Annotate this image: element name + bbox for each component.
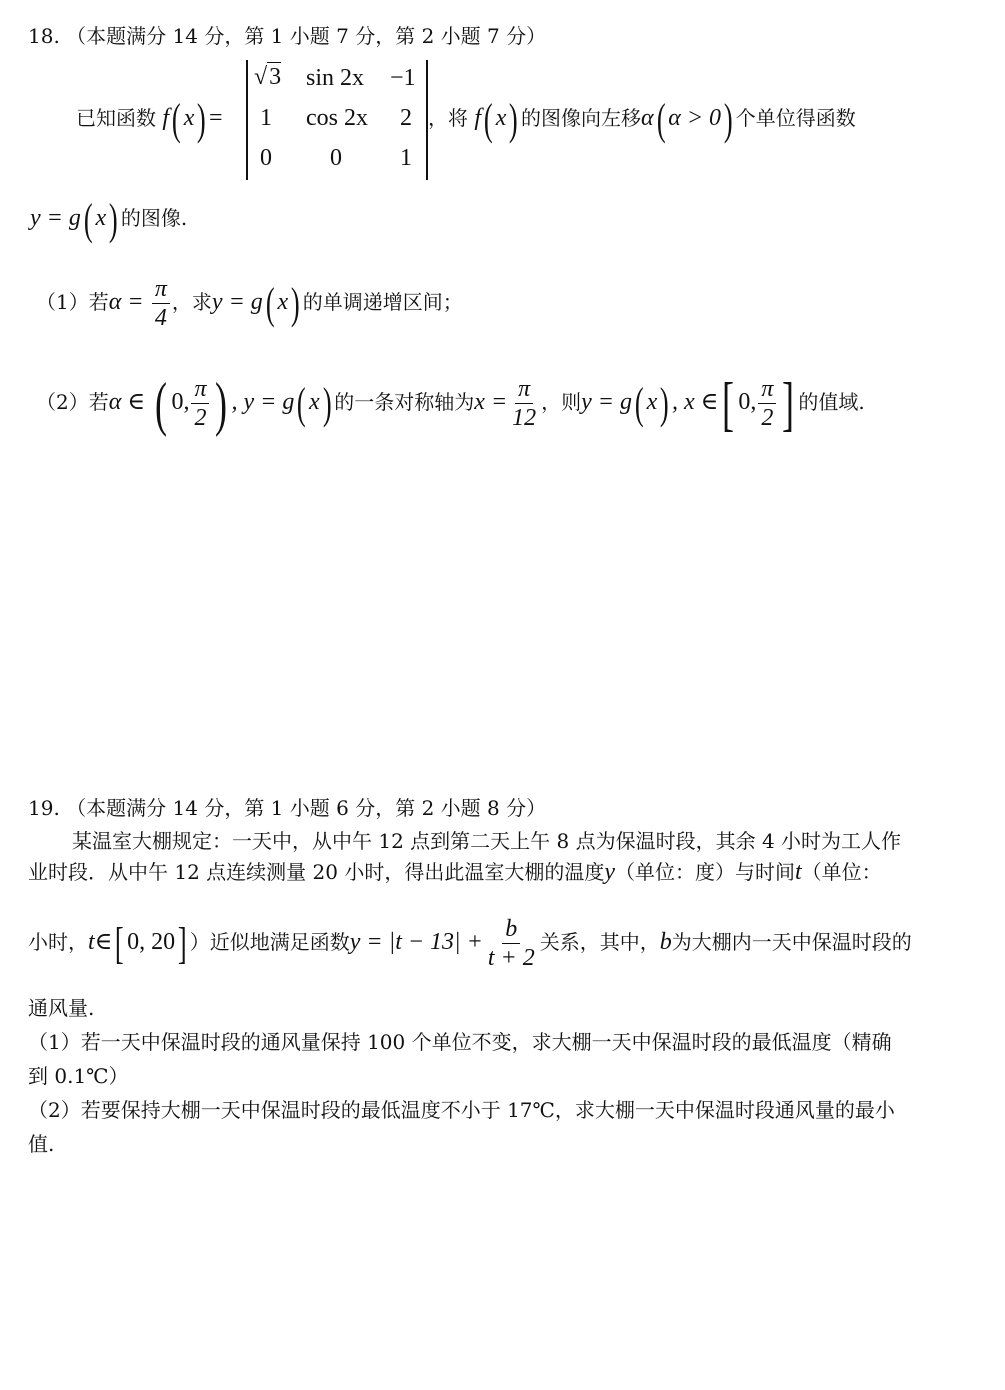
q19-p2a: （2）若要保持大棚一天中保温时段的最低温度不小于 17℃，求大棚一天中保温时段通风量的最小 — [28, 1098, 895, 1122]
q19-t: t — [794, 859, 802, 885]
q19-b: b — [659, 929, 672, 955]
q18-x5: x — [308, 389, 320, 415]
q18-x6: x — [646, 389, 658, 415]
q18-determinant — [246, 60, 428, 180]
det-r1c3: −1 — [390, 65, 416, 91]
q18-p2-xeq: x = — [474, 389, 508, 415]
paren-right: ) — [197, 94, 207, 144]
q18-p2-xin: , x ∈ — [671, 389, 719, 415]
q18-p2-frac: $\frac{\pi}{2}$ — [191, 375, 209, 432]
q18-part2 — [36, 370, 865, 437]
q18-eq: = — [209, 105, 223, 131]
q19-t2: t — [88, 929, 95, 955]
q19-func: y = |t − 13| + — [349, 929, 483, 955]
q19-line3: 小时，t∈[ 0, 20] ）近似地满足函数y = |t − 13| + $\frac{b}{t + 2}$ 关系，其中，b为大棚内一天中保温时段的 — [28, 912, 912, 974]
bracket-left: [ — [115, 918, 125, 968]
q18-p1-frac: $\frac{\pi}{4}$ — [152, 275, 170, 332]
det-r3c1: 0 — [260, 145, 272, 171]
q18-line2-text: 的图像. — [120, 206, 188, 230]
paren-right: ) — [509, 94, 519, 144]
q18-p2-frac3: $\frac{\pi}{2}$ — [758, 375, 776, 432]
q18-x2: x — [495, 105, 507, 131]
paren-left: ( — [634, 378, 644, 428]
paren-left: ( — [155, 370, 168, 437]
det-r3c2: 0 — [330, 145, 342, 171]
paren-left: ( — [171, 94, 181, 144]
q18-intro-line — [76, 94, 223, 144]
q18-part1 — [36, 272, 463, 334]
q18-p2-zero: 0, — [171, 389, 190, 415]
q18-p1-tail: 的单调递增区间； — [302, 290, 463, 314]
paren-right: ) — [723, 94, 733, 144]
paren-right: ) — [660, 378, 670, 428]
q18-line2 — [30, 194, 188, 244]
paren-left: ( — [483, 94, 493, 144]
bracket-left: [ — [722, 370, 735, 437]
q19-line2: 业时段．从中午 12 点连续测量 20 小时，得出此温室大棚的温度y（单位：度）与时间t（单位： — [28, 859, 882, 885]
q18-alpha-cond: α > 0 — [668, 105, 722, 131]
paren-right: ) — [215, 370, 228, 437]
q18-x3: x — [95, 205, 107, 231]
q19-line1: 某温室大棚规定：一天中，从中午 12 点到第二天上午 8 点为保温时段，其余 4 小时为工人作 — [72, 829, 902, 853]
paren-right: ) — [291, 278, 300, 328]
q18-p1-ygx: y = g — [211, 289, 263, 315]
q18-p1-label: （1）若 — [36, 290, 109, 314]
paren-left: ( — [656, 94, 666, 144]
q18-x: x — [183, 105, 195, 131]
q18-alpha: α — [641, 105, 654, 131]
q18-f: f — [162, 105, 170, 131]
det-r2c2: cos 2x — [306, 105, 368, 131]
q18-p2-y2: y = g — [581, 389, 633, 415]
q18-x4: x — [277, 289, 289, 315]
q18-after-2: 的图像向左移 — [521, 106, 641, 130]
q18-p2-then: ，则 — [541, 390, 582, 414]
q18-p2-frac2: $\frac{\pi}{12}$ — [512, 376, 537, 431]
det-r2c3: 2 — [400, 105, 412, 131]
q19-p2b: 值. — [28, 1132, 55, 1156]
det-r3c3: 1 — [400, 145, 412, 171]
q18-intro-text: 已知函数 — [76, 106, 156, 130]
q18-header: 18. （本题满分 14 分，第 1 小题 7 分，第 2 小题 7 分） — [28, 24, 547, 48]
q18-after-1: ，将 — [428, 106, 468, 130]
q18-p2-y: , y = g — [231, 389, 295, 415]
q18-after-3: 个单位得函数 — [735, 106, 856, 130]
det-r2c1: 1 — [260, 105, 272, 131]
det-r1c1: √3 — [254, 64, 282, 90]
q18-p2-alpha: α ∈ — [108, 389, 146, 415]
q18-after-matrix — [428, 94, 856, 144]
paren-right: ) — [322, 378, 332, 428]
q19-frac: $\frac{b}{t + 2}$ — [487, 916, 535, 971]
paren-left: ( — [83, 194, 93, 244]
q18-p1-alpha: α = — [108, 289, 144, 315]
bracket-right: ] — [782, 370, 795, 437]
q19-p1b: 到 0.1℃） — [28, 1064, 129, 1088]
paren-left: ( — [265, 278, 275, 328]
q19-in: ∈ — [94, 929, 113, 955]
paren-left: ( — [297, 378, 307, 428]
q19-interval: 0, 20 — [127, 929, 176, 955]
q18-ygx: y = g — [30, 205, 81, 231]
q18-p2-mid: 的一条对称轴为 — [334, 390, 475, 414]
q18-f2: f — [474, 105, 482, 131]
q19-line4: 通风量. — [28, 996, 95, 1020]
det-r1c2: sin 2x — [306, 65, 365, 91]
q18-p2-tail: 的值域. — [798, 390, 865, 414]
q18-p2-zero2: 0, — [738, 389, 757, 415]
paren-right: ) — [109, 194, 118, 244]
q19-y: y — [604, 859, 615, 885]
q19-p1a: （1）若一天中保温时段的通风量保持 100 个单位不变，求大棚一天中保温时段的最低温度（精确 — [28, 1030, 892, 1054]
q18-p2-label: （2）若 — [36, 390, 109, 414]
q19-header: 19. （本题满分 14 分，第 1 小题 6 分，第 2 小题 8 分） — [28, 796, 547, 820]
q18-p1-mid: ，求 — [171, 290, 212, 314]
bracket-right: ] — [178, 918, 187, 968]
